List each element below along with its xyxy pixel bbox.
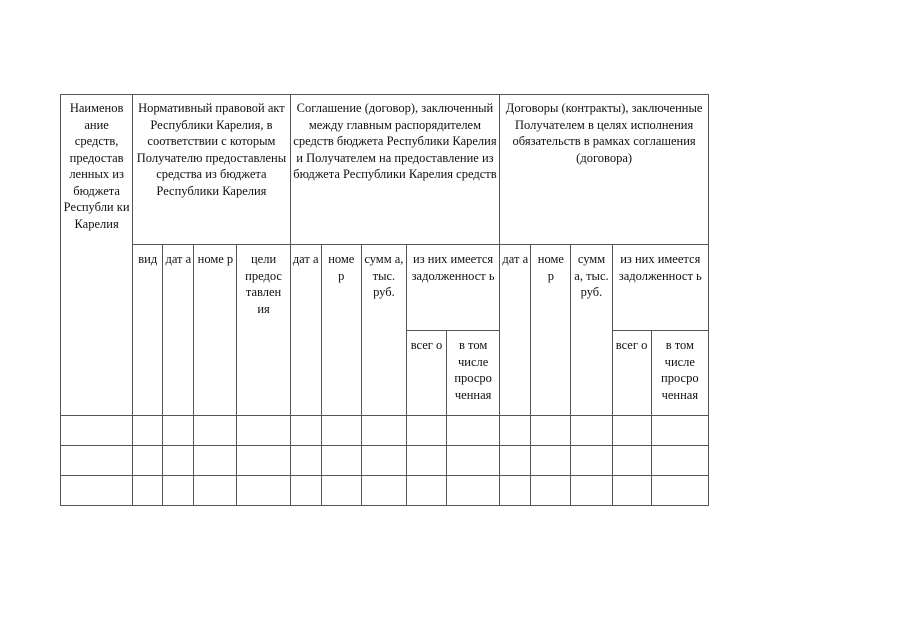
agreement-date-header: дат а [290,245,321,416]
table-cell [61,416,133,446]
table-cell [651,416,708,446]
agreement-header: Соглашение (договор), заключенный между главным распорядителем средств бюджета Республики Карелия и Получателем на предоставление из бюджета Республики Карелия средств [290,95,500,245]
table-row [61,476,709,506]
contract-number-header: номе р [531,245,571,416]
table-cell [163,476,194,506]
contract-debt-overdue-header: в том числе просро ченная [651,331,708,416]
table-cell [361,446,406,476]
table-cell [321,416,361,446]
table-cell [531,416,571,446]
table-row [61,416,709,446]
contract-debt-header: из них имеется задолженност ь [612,245,708,331]
table-cell [571,416,612,446]
agreement-number-header: номе р [321,245,361,416]
table-cell [531,446,571,476]
table-cell [194,416,237,446]
table-cell [237,446,290,476]
table-cell [500,446,531,476]
table-cell [321,446,361,476]
table-cell [290,416,321,446]
table-cell [571,446,612,476]
agreement-debt-overdue-header: в том числе просро ченная [447,331,500,416]
table-cell [290,476,321,506]
table-cell [651,476,708,506]
table-cell [133,476,163,506]
table-cell [531,476,571,506]
contract-sum-header: сумм а, тыс. руб. [571,245,612,416]
table-cell [194,446,237,476]
table-cell [612,446,651,476]
contract-date-header: дат а [500,245,531,416]
table-cell [290,446,321,476]
table-cell [406,446,446,476]
table-cell [447,446,500,476]
table-cell [194,476,237,506]
agreement-sum-header: сумм а, тыс. руб. [361,245,406,416]
legal-act-header: Нормативный правовой акт Республики Карелия, в соответствии с которым Получателю предоставлены средства из бюджета Республики Карелия [133,95,290,245]
table-cell [237,476,290,506]
table-cell [133,446,163,476]
table-cell [163,446,194,476]
table-cell [406,476,446,506]
table-cell [612,476,651,506]
table-row [61,446,709,476]
report-table [60,94,709,506]
table-cell [651,446,708,476]
act-number-header: номе р [194,245,237,416]
table-cell [361,416,406,446]
table-cell [133,416,163,446]
table-cell [447,416,500,446]
table-cell [61,446,133,476]
name-column-header: Наименов ание средств, предостав ленных из бюджета Республи ки Карелия [61,95,133,416]
table-cell [361,476,406,506]
table-cell [321,476,361,506]
header-row [61,95,709,245]
table-cell [571,476,612,506]
table-cell [612,416,651,446]
table-cell [406,416,446,446]
act-purpose-header: цели предос тавлен ия [237,245,290,416]
contract-debt-total-header: всег о [612,331,651,416]
table-cell [500,476,531,506]
act-type-header: вид [133,245,163,416]
agreement-debt-total-header: всег о [406,331,446,416]
table-cell [447,476,500,506]
table-cell [61,476,133,506]
agreement-debt-header: из них имеется задолженност ь [406,245,499,331]
table-cell [500,416,531,446]
table-cell [237,416,290,446]
contracts-header: Договоры (контракты), заключенные Получателем в целях исполнения обязательств в рамках соглашения (договора) [500,95,709,245]
table-cell [163,416,194,446]
act-date-header: дат а [163,245,194,416]
subheader-row [61,245,709,331]
